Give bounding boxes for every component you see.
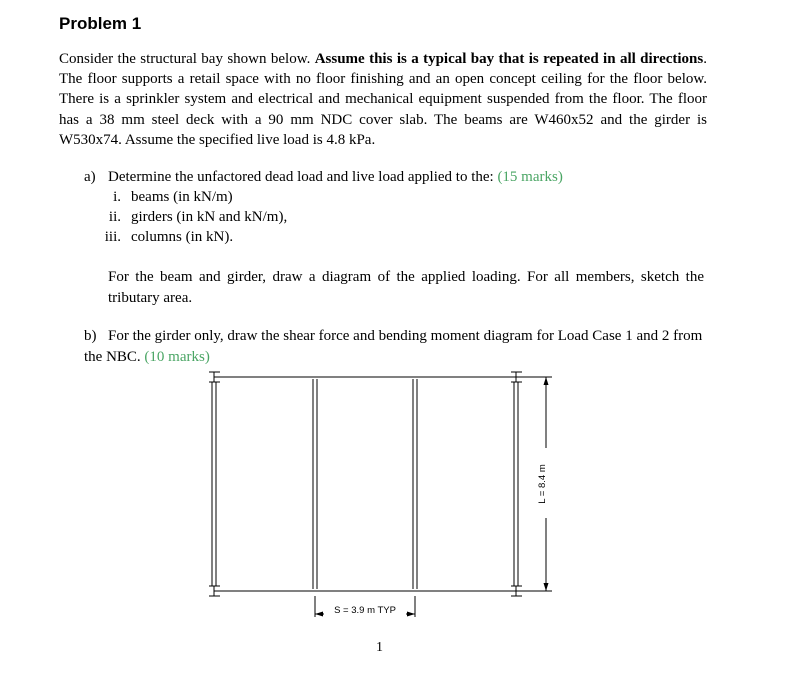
question-a-marks: (15 marks)	[497, 169, 563, 185]
question-a-text: Determine the unfactored dead load and live load applied to the:	[108, 169, 498, 185]
length-label: L = 8.4 m	[537, 464, 548, 504]
sub-item-text: girders (in kN and kN/m),	[131, 209, 288, 225]
statement-part2: . The floor supports a retail space with no floor finishing and an open concept ceiling for the floor below. There is a sprinkler system and electrical and mechanical equipment suspended from the floor. The floor has a 38 mm steel deck with a 90 mm NDC cover slab. The beams are W460x52 and the girder is W530x74. Assume the specified live load is 4.8 kPa.	[59, 51, 707, 148]
beam-interior-1	[313, 379, 317, 589]
question-b-marks: (10 marks)	[144, 348, 210, 365]
sub-item-number: ii.	[108, 209, 121, 225]
page-number: 1	[376, 640, 383, 655]
dimension-arrow-bottom	[544, 583, 549, 591]
dimension-arrow-top	[544, 377, 549, 385]
sub-item-number: i.	[113, 189, 121, 205]
spacing-label: S = 3.9 m TYP	[334, 605, 396, 616]
sub-item-text: beams (in kN/m)	[131, 189, 233, 205]
question-b-label: b)	[84, 328, 97, 344]
dimension-arrow-right	[407, 612, 415, 617]
beam-left	[212, 382, 216, 586]
question-b-text: For the girder only, draw the shear force and bending moment diagram for Load Case 1 and 2 from the NBC.	[84, 328, 703, 365]
statement-bold: Assume this is a typical bay that is repeated in all directions	[314, 51, 704, 67]
sub-item-text: columns (in kN).	[131, 229, 234, 245]
question-a-label: a)	[84, 169, 96, 185]
statement-part1: Consider the structural bay shown below.	[59, 51, 315, 67]
question-a-note: For the beam and girder, draw a diagram of the applied loading. For all members, sketch the tributary area.	[108, 269, 704, 306]
beam-interior-2	[413, 379, 417, 589]
sub-item-number: iii.	[104, 229, 121, 245]
problem-title: Problem 1	[59, 14, 142, 33]
beam-right	[514, 382, 518, 586]
dimension-arrow-left	[315, 612, 323, 617]
